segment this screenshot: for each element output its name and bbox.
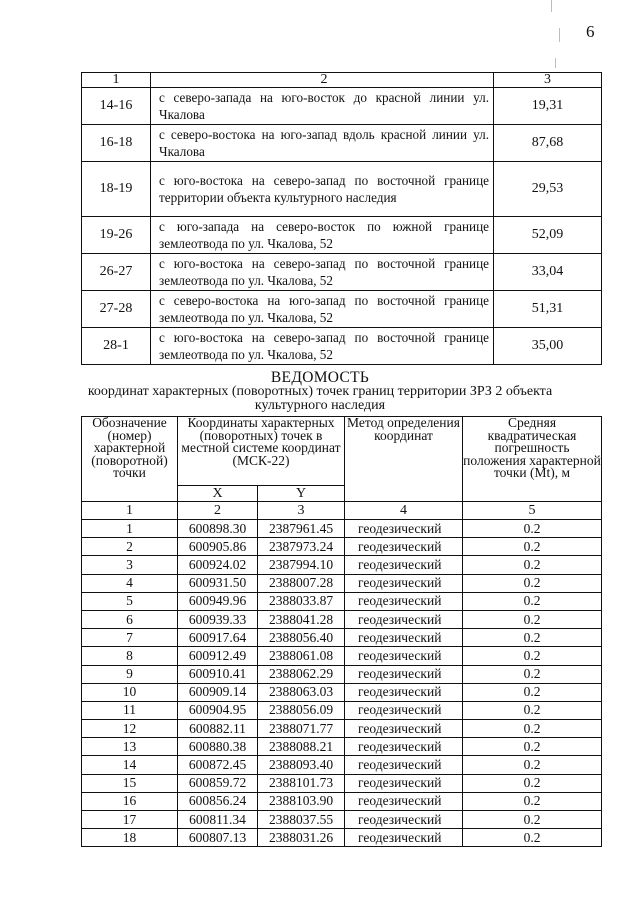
point-number: 6	[82, 610, 178, 628]
segment-id: 27-28	[82, 291, 151, 328]
method: геодезический	[345, 610, 463, 628]
segment-id: 26-27	[82, 254, 151, 291]
coordinate-y: 2388062.29	[258, 665, 345, 683]
mean-error: 0.2	[463, 774, 602, 792]
scan-artifact-line	[559, 28, 560, 42]
method: геодезический	[345, 592, 463, 610]
point-number: 4	[82, 574, 178, 592]
boundary-segments-table	[81, 72, 602, 365]
method: геодезический	[345, 665, 463, 683]
table-row	[82, 254, 602, 291]
column-number: 1	[82, 502, 178, 520]
coordinate-x: 600912.49	[178, 647, 258, 665]
coordinate-x: 600910.41	[178, 665, 258, 683]
coordinates-header: Координаты характерных (поворотных) точек в местной системе координат (МСК-22)	[178, 417, 345, 486]
mean-error: 0.2	[463, 629, 602, 647]
coordinate-x: 600931.50	[178, 574, 258, 592]
page-number: 6	[586, 22, 595, 41]
table-row	[82, 610, 602, 628]
segment-length: 35,00	[494, 328, 602, 365]
table-row	[82, 683, 602, 701]
table-row	[82, 792, 602, 810]
segment-description: с юго-запада на северо-восток по южной границе землеотвода по ул. Чкалова, 52	[151, 217, 494, 254]
coordinate-y: 2388007.28	[258, 574, 345, 592]
point-number: 7	[82, 629, 178, 647]
mean-error: 0.2	[463, 520, 602, 538]
coordinate-y: 2387994.10	[258, 556, 345, 574]
point-number: 11	[82, 701, 178, 719]
table-row	[82, 647, 602, 665]
table-row	[82, 665, 602, 683]
method: геодезический	[345, 701, 463, 719]
table-row	[82, 217, 602, 254]
segment-id: 28-1	[82, 328, 151, 365]
segment-description: с юго-востока на северо-запад по восточной границе землеотвода по ул. Чкалова, 52	[151, 254, 494, 291]
segment-description: с северо-запада на юго-восток до красной линии ул. Чкалова	[151, 88, 494, 125]
method: геодезический	[345, 556, 463, 574]
table-row	[82, 774, 602, 792]
coordinate-y: 2388088.21	[258, 738, 345, 756]
mean-error: 0.2	[463, 738, 602, 756]
mean-error: 0.2	[463, 538, 602, 556]
coordinate-x: 600905.86	[178, 538, 258, 556]
point-number: 13	[82, 738, 178, 756]
point-number: 10	[82, 683, 178, 701]
coordinate-x: 600904.95	[178, 701, 258, 719]
coordinate-y: 2388063.03	[258, 683, 345, 701]
table-row	[82, 556, 602, 574]
header-cell: 1	[82, 73, 151, 88]
method: геодезический	[345, 829, 463, 847]
segment-length: 52,09	[494, 217, 602, 254]
table-row	[82, 538, 602, 556]
point-number: 15	[82, 774, 178, 792]
coordinate-y: 2388037.55	[258, 811, 345, 829]
point-number: 17	[82, 811, 178, 829]
table-header-row	[82, 417, 602, 486]
method: геодезический	[345, 720, 463, 738]
mean-error: 0.2	[463, 592, 602, 610]
mean-error: 0.2	[463, 720, 602, 738]
table-row	[82, 811, 602, 829]
coordinate-y: 2388056.40	[258, 629, 345, 647]
coordinate-y: 2387973.24	[258, 538, 345, 556]
method: геодезический	[345, 774, 463, 792]
column-number: 2	[178, 502, 258, 520]
coordinate-x: 600917.64	[178, 629, 258, 647]
header-cell: 2	[151, 73, 494, 88]
coordinate-y: 2388041.28	[258, 610, 345, 628]
mean-error: 0.2	[463, 792, 602, 810]
table-row	[82, 328, 602, 365]
method: геодезический	[345, 629, 463, 647]
mean-error: 0.2	[463, 811, 602, 829]
point-number: 5	[82, 592, 178, 610]
statement-subtitle-continued: культурного наследия	[254, 398, 386, 413]
table-row	[82, 125, 602, 162]
segment-description: с северо-востока на юго-запад по восточной границе землеотвода по ул. Чкалова, 52	[151, 291, 494, 328]
table-row	[82, 574, 602, 592]
segment-length: 87,68	[494, 125, 602, 162]
coordinate-y: 2388031.26	[258, 829, 345, 847]
segment-id: 14-16	[82, 88, 151, 125]
coordinate-x: 600811.34	[178, 811, 258, 829]
mean-error: 0.2	[463, 574, 602, 592]
coordinate-y: 2388093.40	[258, 756, 345, 774]
coordinate-x: 600898.30	[178, 520, 258, 538]
table-row	[82, 88, 602, 125]
table-row	[82, 701, 602, 719]
coordinate-x: 600807.13	[178, 829, 258, 847]
mean-error: 0.2	[463, 647, 602, 665]
coordinate-x: 600872.45	[178, 756, 258, 774]
y-header: Y	[258, 486, 345, 502]
table-row	[82, 756, 602, 774]
method: геодезический	[345, 647, 463, 665]
coordinate-y: 2388056.09	[258, 701, 345, 719]
segment-description: с юго-востока на северо-запад по восточной границе землеотвода по ул. Чкалова, 52	[151, 328, 494, 365]
scan-artifact-line	[555, 58, 556, 68]
table-row	[82, 738, 602, 756]
coordinate-x: 600924.02	[178, 556, 258, 574]
x-header: X	[178, 486, 258, 502]
table-row	[82, 520, 602, 538]
segment-description: с юго-востока на северо-запад по восточной границе территории объекта культурного наследия	[151, 162, 494, 217]
point-number-header: Обозначение (номер) характерной (поворотной) точки	[82, 417, 178, 502]
coordinate-y: 2388103.90	[258, 792, 345, 810]
method: геодезический	[345, 792, 463, 810]
coordinate-y: 2387961.45	[258, 520, 345, 538]
mean-error: 0.2	[463, 556, 602, 574]
coordinate-y: 2388071.77	[258, 720, 345, 738]
mean-error: 0.2	[463, 683, 602, 701]
point-number: 12	[82, 720, 178, 738]
statement-subtitle: координат характерных (поворотных) точек границ территории ЗРЗ 2 объекта	[87, 384, 553, 399]
coordinate-x: 600856.24	[178, 792, 258, 810]
coordinate-x: 600939.33	[178, 610, 258, 628]
segment-id: 19-26	[82, 217, 151, 254]
table-row	[82, 629, 602, 647]
header-cell: 3	[494, 73, 602, 88]
segment-id: 16-18	[82, 125, 151, 162]
table-header-row	[82, 73, 602, 88]
coordinate-x: 600859.72	[178, 774, 258, 792]
method: геодезический	[345, 574, 463, 592]
segment-length: 29,53	[494, 162, 602, 217]
mean-error: 0.2	[463, 701, 602, 719]
segment-length: 19,31	[494, 88, 602, 125]
table-row	[82, 829, 602, 847]
scan-artifact-line	[551, 0, 552, 12]
point-number: 14	[82, 756, 178, 774]
coordinate-x: 600882.11	[178, 720, 258, 738]
segment-length: 51,31	[494, 291, 602, 328]
column-number: 5	[463, 502, 602, 520]
segment-description: с северо-востока на юго-запад вдоль красной линии ул. Чкалова	[151, 125, 494, 162]
coordinates-table	[81, 416, 602, 847]
table-row	[82, 291, 602, 328]
table-row	[82, 592, 602, 610]
statement-title: ВЕДОМОСТЬ	[270, 369, 370, 386]
method: геодезический	[345, 811, 463, 829]
point-number: 8	[82, 647, 178, 665]
method: геодезический	[345, 683, 463, 701]
method: геодезический	[345, 538, 463, 556]
mean-error: 0.2	[463, 756, 602, 774]
method: геодезический	[345, 520, 463, 538]
segment-length: 33,04	[494, 254, 602, 291]
coordinate-y: 2388101.73	[258, 774, 345, 792]
point-number: 9	[82, 665, 178, 683]
table-row	[82, 162, 602, 217]
point-number: 3	[82, 556, 178, 574]
mean-error: 0.2	[463, 610, 602, 628]
coordinate-x: 600909.14	[178, 683, 258, 701]
segment-id: 18-19	[82, 162, 151, 217]
column-number: 4	[345, 502, 463, 520]
mean-error: 0.2	[463, 829, 602, 847]
column-number-row	[82, 502, 602, 520]
coordinate-y: 2388061.08	[258, 647, 345, 665]
method-header: Метод определения координат	[345, 417, 463, 502]
point-number: 2	[82, 538, 178, 556]
table-row	[82, 720, 602, 738]
method: геодезический	[345, 756, 463, 774]
point-number: 18	[82, 829, 178, 847]
coordinate-x: 600880.38	[178, 738, 258, 756]
column-number: 3	[258, 502, 345, 520]
method: геодезический	[345, 738, 463, 756]
point-number: 16	[82, 792, 178, 810]
error-header: Средняя квадратическая погрешность положения характерной точки (Mt), м	[463, 417, 602, 502]
coordinate-x: 600949.96	[178, 592, 258, 610]
mean-error: 0.2	[463, 665, 602, 683]
coordinate-y: 2388033.87	[258, 592, 345, 610]
point-number: 1	[82, 520, 178, 538]
